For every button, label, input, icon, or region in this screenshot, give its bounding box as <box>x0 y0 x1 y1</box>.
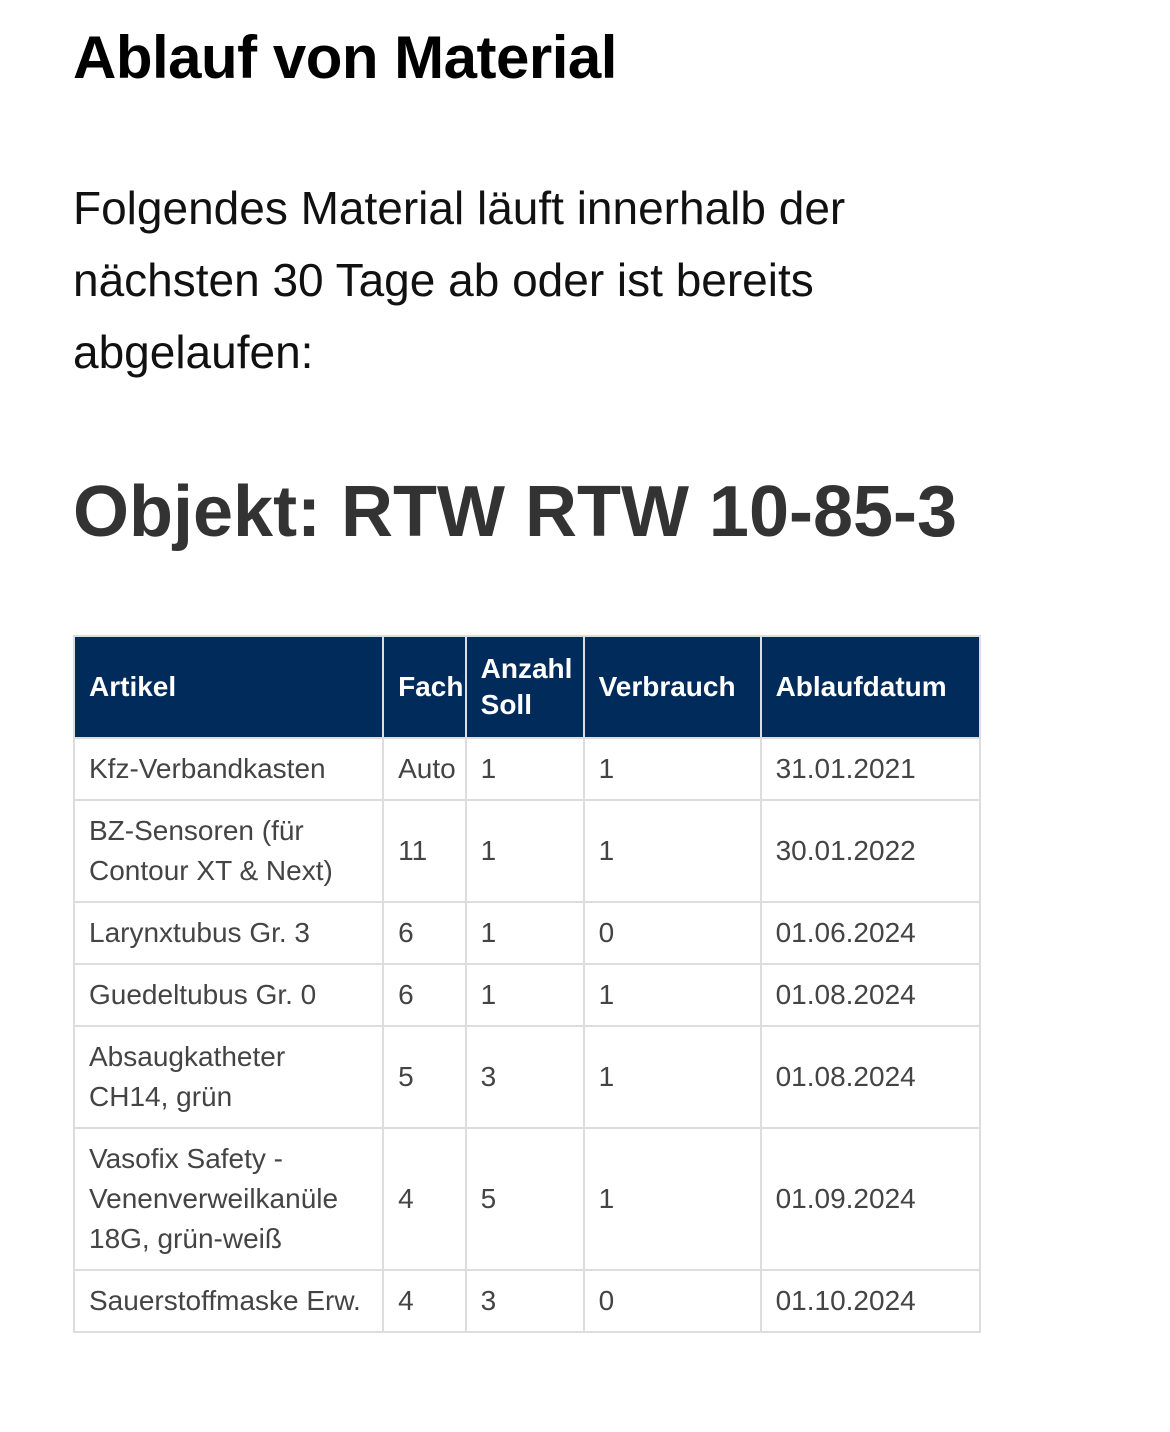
table-body <box>74 738 980 1332</box>
cell-anzahl-soll: 1 <box>466 738 584 800</box>
column-header-ablaufdatum: Ablaufdatum <box>761 636 980 738</box>
cell-artikel: Sauerstoffmaske Erw. <box>74 1270 383 1332</box>
cell-fach: 11 <box>383 800 466 902</box>
table-row <box>74 1128 980 1270</box>
cell-anzahl-soll: 3 <box>466 1026 584 1128</box>
cell-artikel: Larynxtubus Gr. 3 <box>74 902 383 964</box>
cell-artikel: Vasofix Safety - Venenverweilkanüle 18G, grün-weiß <box>74 1128 383 1270</box>
cell-anzahl-soll: 1 <box>466 964 584 1026</box>
cell-artikel: Guedeltubus Gr. 0 <box>74 964 383 1026</box>
column-header-verbrauch: Verbrauch <box>584 636 761 738</box>
page-title: Ablauf von Material <box>73 24 617 91</box>
cell-artikel: BZ-Sensoren (für Contour XT & Next) <box>74 800 383 902</box>
table-header-row <box>74 636 980 738</box>
table-row <box>74 902 980 964</box>
cell-verbrauch: 0 <box>584 1270 761 1332</box>
cell-ablaufdatum: 01.10.2024 <box>761 1270 980 1332</box>
cell-verbrauch: 0 <box>584 902 761 964</box>
cell-artikel: Kfz-Verbandkasten <box>74 738 383 800</box>
column-header-artikel: Artikel <box>74 636 383 738</box>
table-row <box>74 738 980 800</box>
table-row <box>74 800 980 902</box>
column-header-fach: Fach <box>383 636 466 738</box>
material-table <box>73 635 981 1333</box>
cell-ablaufdatum: 01.08.2024 <box>761 964 980 1026</box>
table-header <box>74 636 980 738</box>
cell-fach: 6 <box>383 964 466 1026</box>
cell-anzahl-soll: 3 <box>466 1270 584 1332</box>
table-row <box>74 1270 980 1332</box>
cell-artikel: Absaugkatheter CH14, grün <box>74 1026 383 1128</box>
cell-verbrauch: 1 <box>584 738 761 800</box>
cell-ablaufdatum: 01.06.2024 <box>761 902 980 964</box>
cell-fach: 4 <box>383 1270 466 1332</box>
cell-fach: Auto <box>383 738 466 800</box>
cell-ablaufdatum: 30.01.2022 <box>761 800 980 902</box>
cell-anzahl-soll: 1 <box>466 902 584 964</box>
object-heading: Objekt: RTW RTW 10-85-3 <box>73 472 958 552</box>
intro-text: Folgendes Material läuft innerhalb der nächsten 30 Tage ab oder ist bereits abgelaufen: <box>73 182 846 378</box>
cell-fach: 6 <box>383 902 466 964</box>
table-row <box>74 964 980 1026</box>
cell-verbrauch: 1 <box>584 1128 761 1270</box>
cell-fach: 4 <box>383 1128 466 1270</box>
cell-ablaufdatum: 01.08.2024 <box>761 1026 980 1128</box>
cell-verbrauch: 1 <box>584 964 761 1026</box>
cell-ablaufdatum: 01.09.2024 <box>761 1128 980 1270</box>
cell-anzahl-soll: 1 <box>466 800 584 902</box>
cell-anzahl-soll: 5 <box>466 1128 584 1270</box>
cell-verbrauch: 1 <box>584 1026 761 1128</box>
cell-ablaufdatum: 31.01.2021 <box>761 738 980 800</box>
cell-fach: 5 <box>383 1026 466 1128</box>
column-header-anzahl-soll: Anzahl Soll <box>466 636 584 738</box>
cell-verbrauch: 1 <box>584 800 761 902</box>
table-row <box>74 1026 980 1128</box>
